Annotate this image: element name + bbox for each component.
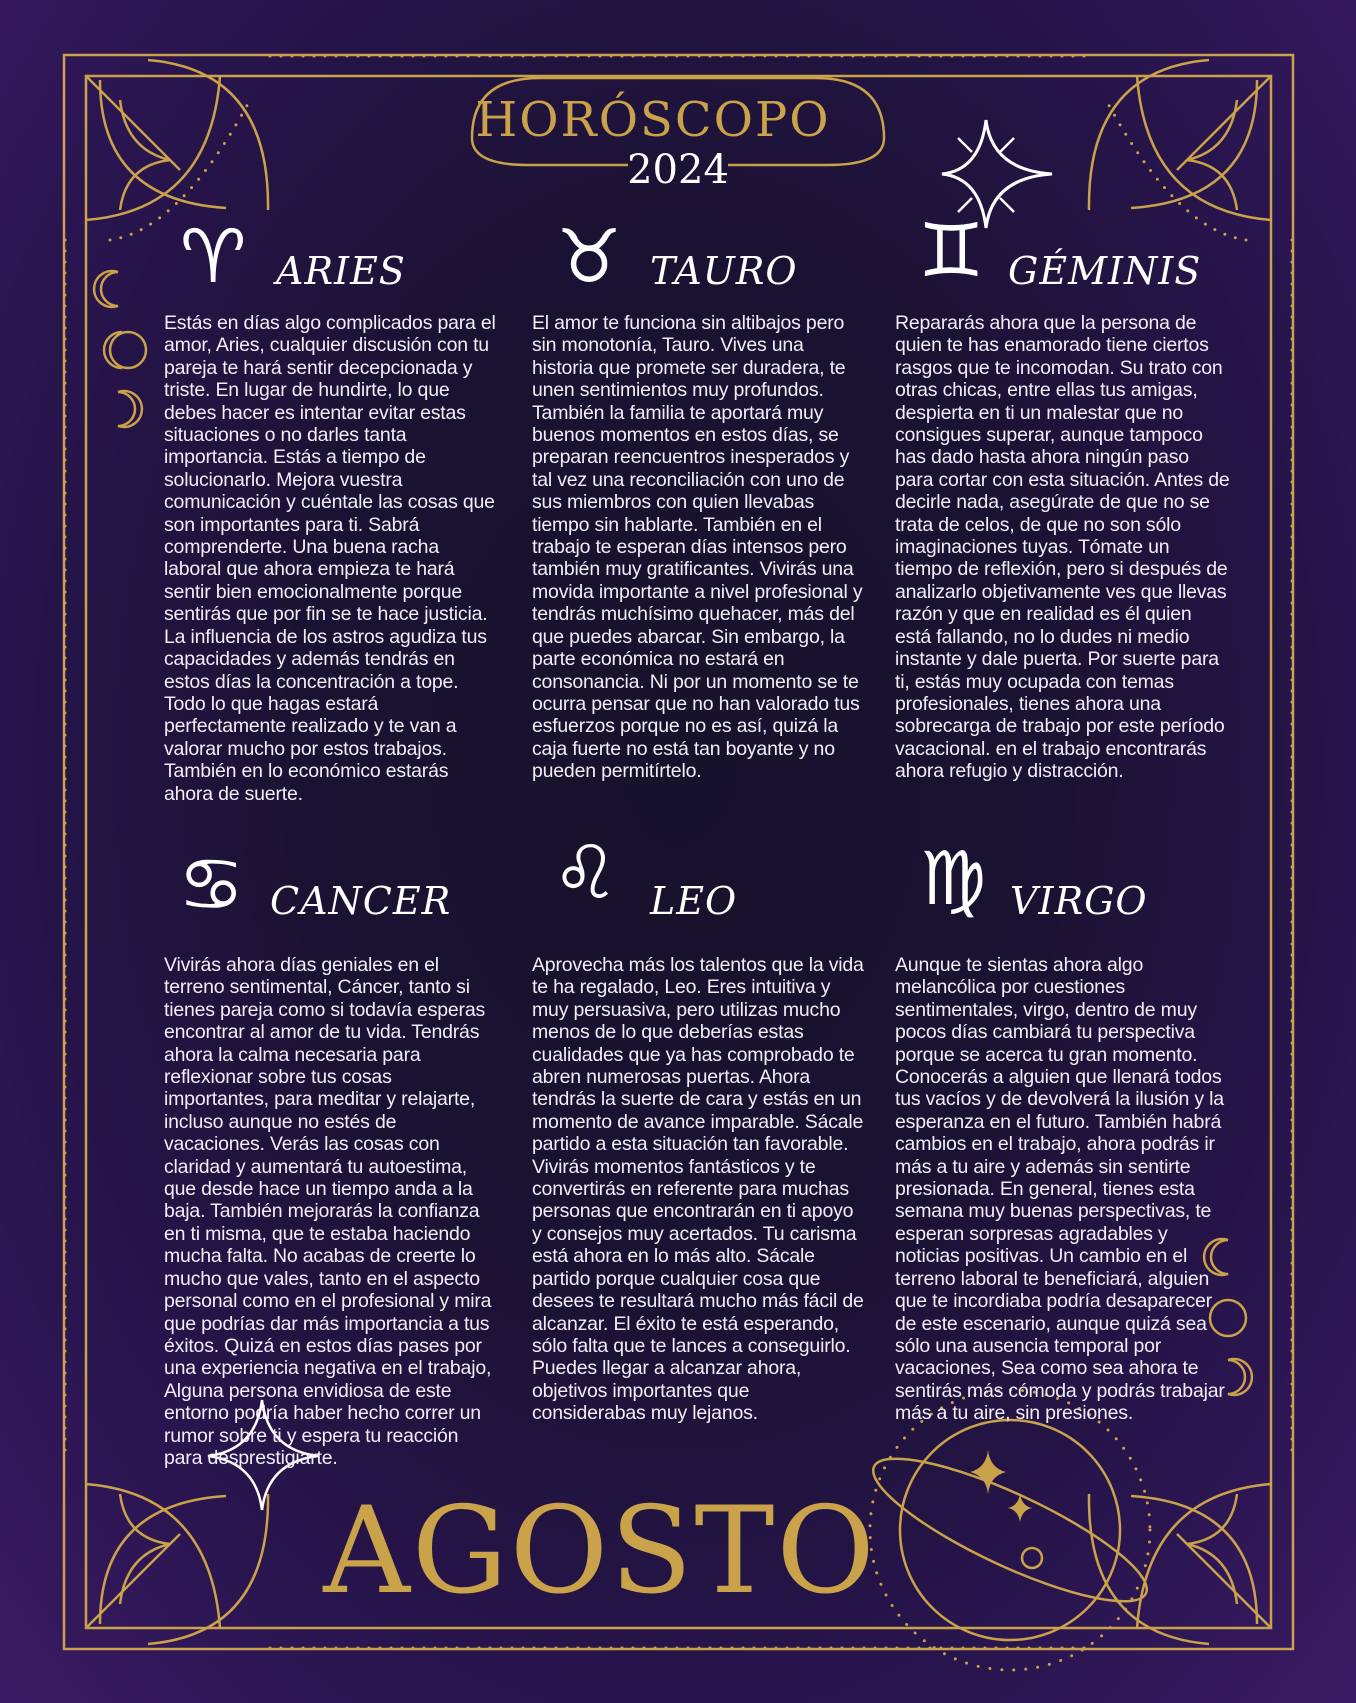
sign-name-tauro: TAURO — [650, 249, 798, 293]
sign-text-virgo: Aunque te sientas ahora algo melancólica por cuestiones sentimentales, virgo, dentro de muy pocos días cambiará tu perspectiva porque se acerca tu gran momento. Conocerás a alguien que llenará todos tus vacíos y de devolverá la ilusión y la esperanza en el futuro. También habrá cambios en el trabajo, ahora podrás ir más a tu aire y además sin sentirte presionada. En general, tienes esta semana muy buenas perspectivas, te esperan sorpresas agradables y noticias positivas. Un cambio en el terreno laboral te beneficiará, alguien que te incordiaba podría desaparecer de este escenario, aunque quizá sea sólo una ausencia temporal por vacaciones, Sea como sea ahora te sentirás más cómoda y podrás trabajar más a tu aire, sin presiones. — [895, 954, 1225, 1425]
sign-text-tauro: El amor te funciona sin altibajos pero sin monotonía, Tauro. Vives una historia que promete ser duradera, te unen sentimientos muy profundos. También la familia te aportará muy buenos momentos en estos días, se preparan reencuentros inesperados y tal vez una reconciliación con uno de sus miembros con quien llevabas tiempo sin hablarte. También en el trabajo te esperan días intensos pero también muy gratificantes. Vivirás una movida importante a nivel profesional y tendrás muchísimo quehacer, más del que puedes abarcar. Sin embargo, la parte económica no estará en consonancia. Ni por un momento se te ocurra pensar que no han valorado tus esfuerzos porque no es así, quizá la caja fuerte no está tan boyante y no pueden permitírtelo. — [532, 312, 863, 783]
sign-name-aries: ARIES — [276, 249, 406, 293]
sign-text-aries: Estás en días algo complicados para el amor, Aries, cualquier discusión con tu pareja te hará sentir decepcionada y triste. En lugar de hundirte, lo que debes hacer es intentar evitar estas situaciones o no darles tanta importancia. Estás a tiempo de solucionarlo. Mejora vuestra comunicación y cuéntale las cosas que son importantes para ti. Sabrá comprenderte. Una buena racha laboral que ahora empieza te hará sentir bien emocionalmente porque sentirás que por fin se te hace justicia. La influencia de los astros agudiza tus capacidades y además tendrás en estos días la concentración a tope. Todo lo que hagas estará perfectamente realizado y te van a valorar mucho por estos trabajos. También en lo económico estarás ahora de suerte. — [164, 312, 496, 805]
month-title: AGOSTO — [323, 1482, 877, 1621]
sign-text-cancer: Vivirás ahora días geniales en el terreno sentimental, Cáncer, tanto si tienes pareja como si todavía esperas encontrar al amor de tu vida. Tendrás ahora la calma necesaria para reflexionar sobre tus cosas importantes, para meditar y relajarte, incluso aunque no estés de vacaciones. Verás las cosas con claridad y aumentará tu autoestima, que desde hace un tiempo anda a la baja. También mejorarás la confianza en ti misma, que te estaba haciendo mucha falta. No acabas de creerte lo mucho que vales, tanto en el aspecto personal como en el profesional y mira que podrías dar más importancia a tus éxitos. Quizá en estos días pases por una experiencia negativa en el trabajo, Alguna persona envidiosa de este entorno podría haber hecho correr un rumor sobre ti y espera tu reacción para desprestigiarte. — [164, 954, 492, 1469]
year-label: 2024 — [627, 147, 729, 193]
horoscope-title: HORÓSCOPO — [475, 92, 831, 148]
leo-icon: ♌ — [552, 830, 619, 916]
sign-text-leo: Aprovecha más los talentos que la vida te ha regalado, Leo. Eres intuitiva y muy persuasiva, pero utilizas mucho menos de lo que deberías estas cualidades que ya has comprobado te abren numerosas puertas. Ahora tendrás la suerte de cara y estás en un momento de avance imparable. Sácale partido a esta situación tan favorable. Vivirás momentos fantásticos y te convertirás en referente para muchas personas que encontrarán en ti apoyo y consejos muy acertados. Tu carisma está ahora en lo más alto. Sácale partido porque cualquier cosa que desees te resultará mucho más fácil de alcanzar. El éxito te está esperando, sólo falta que te lances a conseguirlo. Puedes llegar a alcanzar ahora, objetivos importantes que considerabas muy lejanos. — [532, 954, 864, 1425]
sign-text-geminis: Repararás ahora que la persona de quien te has enamorado tiene ciertos rasgos que te incomodan. Su trato con otras chicas, entre ellas tus amigas, despierta en ti un malestar que no consigues superar, aunque tampoco has dado hasta ahora ningún paso para cortar con esta situación. Antes de decirle nada, asegúrate de que no se trata de celos, de que no son sólo imaginaciones tuyas. Tómate un tiempo de reflexión, pero si después de analizarlo objetivamente ves que llevas razón y que en realidad es él quien está fallando, no lo dudes ni medio instante y dale puerta. Por suerte para ti, estás muy ocupada con temas profesionales, tienes ahora una sobrecarga de trabajo por este período vacacional. en el trabajo encontrarás ahora refugio y distracción. — [895, 312, 1230, 783]
sign-name-cancer: CANCER — [270, 879, 452, 923]
aries-icon: ♈ — [180, 214, 247, 300]
cancer-icon: ♋ — [178, 842, 245, 928]
sign-name-leo: LEO — [650, 879, 738, 923]
sign-name-geminis: GÉMINIS — [1008, 249, 1202, 293]
gemini-icon: ♊ — [918, 208, 985, 294]
taurus-icon: ♉ — [556, 214, 623, 300]
virgo-icon: ♍ — [920, 836, 987, 922]
sign-name-virgo: VIRGO — [1010, 879, 1148, 923]
